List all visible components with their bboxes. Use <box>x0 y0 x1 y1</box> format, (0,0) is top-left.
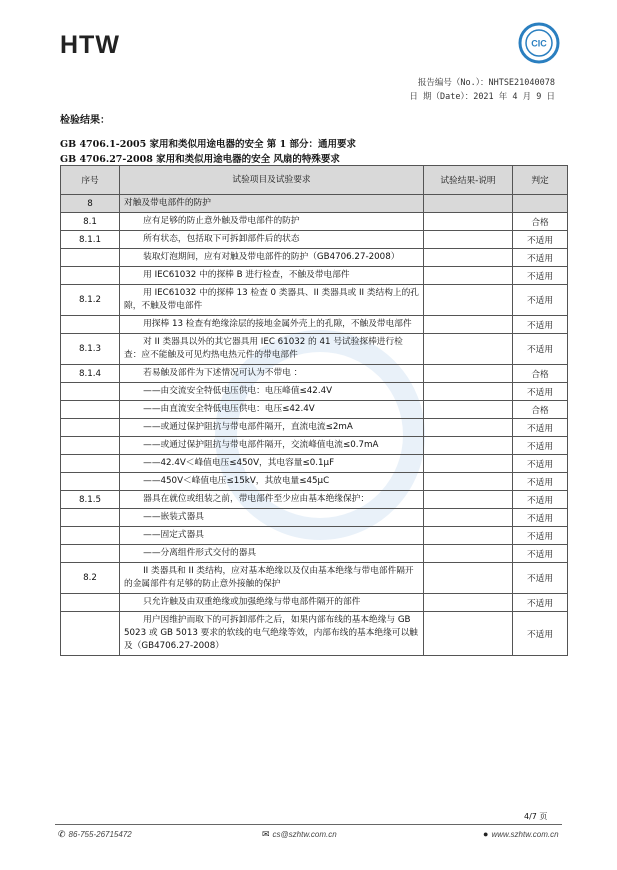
header-result: 试验结果-说明 <box>424 166 513 195</box>
seq-cell <box>61 419 120 437</box>
seq-cell <box>61 594 120 612</box>
table-body <box>61 195 568 656</box>
table-row <box>61 249 568 267</box>
item-cell: 若易触及部件为下述情况可认为不带电 ： <box>120 365 424 383</box>
table-row <box>61 213 568 231</box>
table-row <box>61 383 568 401</box>
verdict-cell: 不适用 <box>513 231 568 249</box>
seq-cell <box>61 316 120 334</box>
item-cell: ——由直流安全特低电压供电：电压≤42.4V <box>120 401 424 419</box>
result-cell <box>424 545 513 563</box>
table-row <box>61 365 568 383</box>
result-cell <box>424 231 513 249</box>
result-cell <box>424 213 513 231</box>
item-cell: ——固定式器具 <box>120 527 424 545</box>
table-row <box>61 285 568 316</box>
standard-line-2: GB 4706.27-2008 家用和类似用途电器的安全 风扇的特殊要求 <box>60 154 340 165</box>
table-row <box>61 316 568 334</box>
seq-cell <box>61 473 120 491</box>
verdict-cell: 不适用 <box>513 491 568 509</box>
seq-cell <box>61 509 120 527</box>
verdict-cell: 不适用 <box>513 612 568 656</box>
footer-web <box>483 829 559 839</box>
verdict-cell: 合格 <box>513 401 568 419</box>
verdict-cell: 合格 <box>513 365 568 383</box>
item-cell: 用 IEC61032 中的探棒 13 检查 0 类器具、II 类器具或 II 类结构上的孔隙，不触及带电部件 <box>120 285 424 316</box>
item-cell: 所有状态，包括取下可拆卸部件后的状态 <box>120 231 424 249</box>
result-cell <box>424 612 513 656</box>
result-cell <box>424 267 513 285</box>
seq-cell <box>61 437 120 455</box>
seq-cell: 8.1.4 <box>61 365 120 383</box>
verdict-cell: 不适用 <box>513 437 568 455</box>
result-cell <box>424 401 513 419</box>
table-row <box>61 231 568 249</box>
verdict-cell: 不适用 <box>513 455 568 473</box>
email-text: cs@szhtw.com.cn <box>272 830 337 839</box>
result-title: 检验结果： <box>60 115 110 126</box>
result-cell <box>424 455 513 473</box>
result-cell <box>424 437 513 455</box>
table-row <box>61 267 568 285</box>
test-results-table <box>60 165 568 656</box>
result-cell <box>424 594 513 612</box>
item-cell: ——或通过保护阻抗与带电部件隔开，直流电流≤2mA <box>120 419 424 437</box>
seq-cell <box>61 383 120 401</box>
seq-cell: 8.1.2 <box>61 285 120 316</box>
cic-logo <box>518 22 560 64</box>
item-cell: ——由交流安全特低电压供电：电压峰值≤42.4V <box>120 383 424 401</box>
result-cell <box>424 491 513 509</box>
phone-text: 86-755-26715472 <box>68 830 132 839</box>
seq-cell: 8 <box>61 195 120 213</box>
item-cell: ——42.4V＜峰值电压≤450V，其电容量≤0.1μF <box>120 455 424 473</box>
report-date: 日 期（Date）：2021 年 4 月 9 日 <box>409 92 555 102</box>
report-header-info <box>409 76 555 104</box>
verdict-cell <box>513 195 568 213</box>
item-cell: 装取灯泡期间，应有对触及带电部件的防护（GB4706.27-2008） <box>120 249 424 267</box>
item-cell: 用 IEC61032 中的探棒 B 进行检查，不触及带电部件 <box>120 267 424 285</box>
result-cell <box>424 509 513 527</box>
table-row <box>61 612 568 656</box>
item-cell: 对触及带电部件的防护 <box>120 195 424 213</box>
seq-cell <box>61 545 120 563</box>
seq-cell <box>61 612 120 656</box>
header-seq: 序号 <box>61 166 120 195</box>
table-row <box>61 419 568 437</box>
result-cell <box>424 473 513 491</box>
footer-divider <box>55 824 562 825</box>
result-cell <box>424 249 513 267</box>
header-verdict: 判定 <box>513 166 568 195</box>
verdict-cell: 不适用 <box>513 527 568 545</box>
result-cell <box>424 365 513 383</box>
result-cell <box>424 334 513 365</box>
table-row <box>61 401 568 419</box>
verdict-cell: 不适用 <box>513 249 568 267</box>
verdict-cell: 不适用 <box>513 419 568 437</box>
seq-cell <box>61 401 120 419</box>
result-cell <box>424 195 513 213</box>
verdict-cell: 不适用 <box>513 563 568 594</box>
table-row <box>61 491 568 509</box>
item-cell: ——或通过保护阻抗与带电部件隔开，交流峰值电流≤0.7mA <box>120 437 424 455</box>
table-row <box>61 473 568 491</box>
table-row <box>61 527 568 545</box>
item-cell: 只允许触及由双重绝缘或加强绝缘与带电部件隔开的部件 <box>120 594 424 612</box>
item-cell: 用探棒 13 检查有绝缘涂层的接地金属外壳上的孔隙，不触及带电部件 <box>120 316 424 334</box>
result-cell <box>424 419 513 437</box>
footer-phone <box>58 829 132 840</box>
item-cell: ——嵌装式器具 <box>120 509 424 527</box>
seq-cell: 8.1.1 <box>61 231 120 249</box>
item-cell: ——450V＜峰值电压≤15kV，其放电量≤45μC <box>120 473 424 491</box>
item-cell: ——分离组件形式交付的器具 <box>120 545 424 563</box>
report-number: 报告编号（No.）：NHTSE21040078 <box>417 78 555 88</box>
verdict-cell: 不适用 <box>513 334 568 365</box>
item-cell: II 类器具和 II 类结构，应对基本绝缘以及仅由基本绝缘与带电部件隔开的金属部件有足够的防止意外接触的保护 <box>120 563 424 594</box>
result-cell <box>424 563 513 594</box>
verdict-cell: 不适用 <box>513 285 568 316</box>
table-row <box>61 437 568 455</box>
item-cell: 器具在就位或组装之前，带电部件至少应由基本绝缘保护： <box>120 491 424 509</box>
mail-icon: ✉ <box>262 829 270 839</box>
table-row <box>61 594 568 612</box>
verdict-cell: 不适用 <box>513 267 568 285</box>
item-cell: 用户因维护而取下的可拆卸部件之后，如果内部布线的基本绝缘与 GB 5023 或 GB 5013 要求的软线的电气绝缘等效，内部布线的基本绝缘可以触及（GB4706.27-2008） <box>120 612 424 656</box>
table-row <box>61 563 568 594</box>
seq-cell: 8.1 <box>61 213 120 231</box>
item-cell: 对 II 类器具以外的其它器具用 IEC 61032 的 41 号试验探棒进行检查：应不能触及可见灼热电热元件的带电部件 <box>120 334 424 365</box>
cic-logo-text: CIC <box>531 38 547 49</box>
header-item: 试验项目及试验要求 <box>120 166 424 195</box>
seq-cell: 8.1.5 <box>61 491 120 509</box>
page-number: 4/7 页 <box>524 812 548 821</box>
result-cell <box>424 383 513 401</box>
seq-cell: 8.1.3 <box>61 334 120 365</box>
footer-email <box>262 829 337 840</box>
web-text: www.szhtw.com.cn <box>491 830 559 839</box>
verdict-cell: 合格 <box>513 213 568 231</box>
verdict-cell: 不适用 <box>513 383 568 401</box>
seq-cell: 8.2 <box>61 563 120 594</box>
verdict-cell: 不适用 <box>513 316 568 334</box>
seq-cell <box>61 527 120 545</box>
htw-logo: HTW <box>60 31 120 59</box>
item-cell: 应有足够的防止意外触及带电部件的防护 <box>120 213 424 231</box>
table-row <box>61 334 568 365</box>
phone-icon: ✆ <box>58 829 66 839</box>
result-cell <box>424 285 513 316</box>
verdict-cell: 不适用 <box>513 509 568 527</box>
table-row <box>61 545 568 563</box>
result-cell <box>424 316 513 334</box>
seq-cell <box>61 455 120 473</box>
verdict-cell: 不适用 <box>513 594 568 612</box>
table-header-row <box>61 166 568 195</box>
table-row <box>61 509 568 527</box>
result-cell <box>424 527 513 545</box>
verdict-cell: 不适用 <box>513 473 568 491</box>
table-row <box>61 195 568 213</box>
seq-cell <box>61 267 120 285</box>
globe-icon: ● <box>483 829 489 839</box>
verdict-cell: 不适用 <box>513 545 568 563</box>
table-row <box>61 455 568 473</box>
standard-line-1: GB 4706.1-2005 家用和类似用途电器的安全 第 1 部分：通用要求 <box>60 139 357 150</box>
seq-cell <box>61 249 120 267</box>
